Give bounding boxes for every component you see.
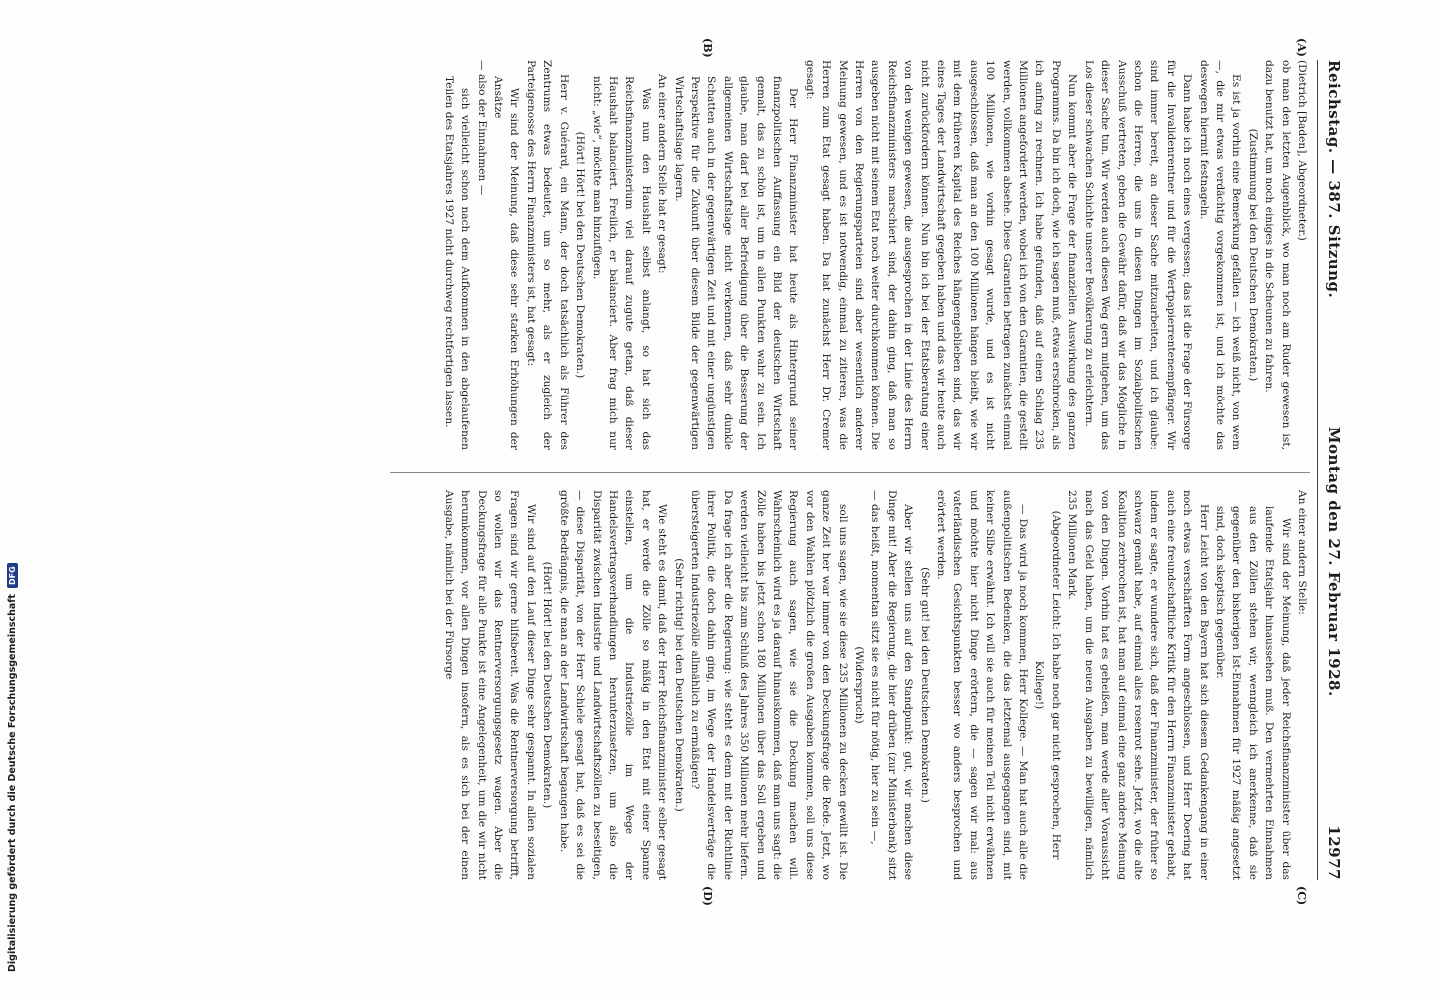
paragraph: Der Herr Finanzminister hat heute als Hintergrund seiner finanzpolitischen Auffassung ein Bild der deutschen Wirtschaft gemalt, das zu schön ist, um in allen Punkten wahr zu sein. Ich glaube, man darf bei aller Befriedigung über die Besserung der allgemeinen Wirtschaftslage nicht verkennen, daß sehr dunkle Schatten auch in der gegenwärtigen Zeit und mit einer ungünstigen Perspektive für die Zukunft über diesem Bilde der gegenwärtigen Wirtschaftslage lagern. bbox=[672, 76, 800, 450]
paragraph: (Sehr gut! bei den Deutschen Demokraten.) bbox=[918, 567, 931, 803]
margin-mark-d: (D) bbox=[701, 886, 714, 906]
paragraph: Wir sind der Meinung, daß jeder Reichsfinanzminister über das laufende Etatsjahr hinaussehen muß. Den vermehrten Einnahmen aus den Zöllen stehen wir, wenngleich ich anerkenne, daß sie gegenüber den bisherigen Ist-Einnahmen für 1927 mäßig angesetzt sind, doch skeptisch gegenüber. bbox=[1213, 506, 1292, 880]
paragraph: Wie steht es damit, daß der Herr Reichsfinanzminister selber gesagt hat, er werde die Zölle so mäßig in den Etat mit einer Spanne einstellen, um die Industriezölle im Wege der Handelsvertragsverhandlungen herunterzusetzen, um also die Disparität zwischen Industrie und Landwirtschaftszöllen zu beseitigen, — diese Disparität, von der Herr Schiele gesagt hat, daß es sei die größte Bedrängnis, die man an der Landwirtschaft begangen habe. bbox=[557, 490, 669, 880]
paragraph: (Sehr richtig! bei den Deutschen Demokraten.) bbox=[672, 558, 685, 812]
paragraph: Aber wir stellen uns auf den Standpunkt: gut, wir machen diese Dinge mit! Aber die Regierung, die hier drüben (zur Ministerbank) sitzt — das heißt, momentan sitzt sie es nicht für nötig, hier zu sein —, bbox=[869, 490, 915, 880]
dfg-logo: DFG bbox=[7, 563, 18, 588]
paragraph: (Hört! Hört! bei den Deutschen Demokraten.) bbox=[574, 131, 587, 379]
paragraph: (Zustimmung bei den Deutschen Demokraten.) bbox=[1246, 128, 1259, 382]
paragraph: Wir sind auf den Lauf dieser Dinge sehr gespannt. In allen sozialen Fragen sind wir gerne hilfsbereit. Was die Rentnerversorgung betrifft, so wollen wir das Rentnerversorgungsgesetz wagen. Aber die Deckungsfrage für alle Punkte ist eine Angelegenheit, um die wir nicht herumkommen, vor allen Dingen insofern, als es sich bei der einen Ausgabe, nämlich bei der Fürsorge bbox=[442, 490, 537, 880]
text-column-right bbox=[440, 490, 1310, 880]
paragraph: Was nun den Haushalt selbst anlangt, so hat sich das Reichsfinanzministerium viel darauf zugute getan, daß dieser Haushalt balanciert. Freilich, er balanciert. Aber frag mich nur nicht: „wie“, möchte man hinzufügen. bbox=[590, 76, 652, 450]
header-left: Reichstag. — 387. Sitzung. bbox=[1325, 60, 1343, 299]
paragraph: sich vielleicht schon nach dem Aufkommen in den abgelaufenen Teilen des Etatsjahres 1927 nicht durchweg rechtfertigen lassen. bbox=[442, 76, 472, 450]
margin-mark-a: (A) bbox=[1295, 38, 1308, 57]
header-rule bbox=[1317, 60, 1318, 880]
page-number: 12977 bbox=[1325, 825, 1343, 880]
paragraph: (Widerspruch) bbox=[853, 646, 866, 724]
paragraph: ob man den letzten Augenblick, wo man noch am Ruder gewesen ist, dazu benutzt hat, um noch einiges in die Scheunen zu fahren. bbox=[1263, 60, 1292, 450]
footer-text: Digitalisierung gefördert durch die Deutsche Forschungsgemeinschaft bbox=[6, 594, 18, 972]
margin-mark-c: (C) bbox=[1295, 886, 1308, 906]
paragraph: An einer andern Stelle: bbox=[1296, 490, 1308, 615]
paragraph: Dann habe ich noch eines vergessen; das ist die Frage der Fürsorge für die Invalidenrentner und für die Wertpapierrentenempfänger. Wir sind immer bereit, an dieser Sache mitzuarbeiten, und ich glaube: schon die Herren, die uns in diesen Dingen im Sozialpolitischen Ausschuß vertreten, geben die Gewähr dafür, daß wir das Mögliche in dieser Sache tun. Wir werden auch diesen Weg gern mitgehen, um das Los dieser schwachen Schichte unserer Bevölkerung zu erleichtern. bbox=[1082, 60, 1194, 450]
paragraph: (Abgeordneter Leicht: Ich habe noch gar nicht gesprochen, Herr Kollege!) bbox=[1033, 510, 1062, 860]
paragraph: Herr v. Guérard, ein Mann, der doch tatsächlich als Führer des Zentrums etwas bedeutet, um so mehr, als er zugleich der Parteigenosse des Herrn Finanzministers ist, hat gesagt: bbox=[524, 60, 570, 450]
paragraph: Es ist ja vorhin eine Bemerkung gefallen — ich weiß nicht, von wem —, die mir etwas verdächtig vorgekommen ist, und ich möchte das deswegen hiermit festnageln. bbox=[1197, 60, 1243, 450]
column-divider bbox=[390, 472, 1310, 473]
paragraph: — also der Einnahmen — bbox=[475, 60, 488, 196]
margin-mark-b: (B) bbox=[701, 38, 714, 58]
page-header bbox=[1322, 60, 1346, 880]
paragraph: Nun kommt aber die Frage der finanziellen Auswirkung des ganzen Programms. Da bin ich doch, wie ich sagen muß, etwas erschrocken, als ich anfing zu rechnen. Ich habe gefunden, daß auf einen Schlag 235 Millionen angefordert werden, wobei ich von den Garantien, die gestellt werden, vollkommen absehe. Diese Garantien betragen zunächst einmal 100 Millionen, wie vorhin gesagt wurde, und es ist nicht ausgeschlossen, daß man an den 100 Millionen hängen bleibt, wie wir mit dem früheren Kapital des Reiches hängengeblieben sind, das wir eines Tages der Landwirtschaft gegeben haben und das wir heute auch nicht zurückfordern können. Nun bin ich bei der Etatsberatung einer von den wenigen gewesen, die ausgesprochen in der Linie des Herrn Reichsfinanzministers marschiert sind, der dahin ging, daß man so ausgeben nicht mit seinem Etat noch weiter durchkommen können. Die Herren von den Regierungsparteien sind aber wesentlich anderer Meinung gewesen, und es ist notwendig, einmal zu zitieren, was die Herren zum Etat gesagt haben. Da hat zunächst Herr Dr. Cremer gesagt: bbox=[803, 60, 1079, 450]
digitization-footer bbox=[0, 0, 24, 1000]
paragraph: soll uns sagen, wie sie diese 235 Millionen zu decken gewillt ist. Die ganze Zeit her war immer von den Deckungsfrage die Rede. Jetzt, wo vor den Wahlen plötzlich die großen Ausgaben kommen, soll uns diese Regierung auch sagen, wie sie die Deckung machen will. Wahrscheinlich wird es ja darauf hinauskommen, daß man uns sagt: die Zölle haben bis jetzt schon 180 Millionen über das Soll ergeben und werden vielleicht bis zum Schluß des Jahres 350 Millionen mehr liefern. Da frage ich aber die Regierung: wie steht es denn mit der Richtlinie ihrer Politik, die doch dahin ging, im Wege der Handelsverträge die übersteigerten Industriezölle allmählich zu ermäßigen? bbox=[688, 490, 849, 880]
paragraph: (Hört! Hört! bei den Deutschen Demokraten.) bbox=[541, 561, 554, 809]
header-center: Montag den 27. Februar 1928. bbox=[1325, 426, 1343, 697]
paragraph: Wir sind der Meinung, daß diese sehr starken Erhöhungen der Ansätze bbox=[492, 76, 521, 450]
text-column-left bbox=[440, 60, 1310, 450]
paragraph: (Dietrich [Baden], Abgeordneter.) bbox=[1296, 60, 1308, 241]
paragraph: An einer andern Stelle hat er gesagt: bbox=[656, 74, 669, 274]
paragraph: — Das wird ja noch kommen, Herr Kollege. — Man hat auch alle die außenpolitischen Bedenken, die das letztemal ausgegangen sind, mit keiner Silbe erwähnt. Ich will sie auch für meinen Teil nicht erwähnen und möchte hier nicht Dinge erörtern, die — sagen wir mal: aus vaterländischen Gesichtspunkten besser wo anders besprochen und erörtert werden. bbox=[935, 490, 1030, 880]
paragraph: Herr Leicht von den Bayern hat sich diesem Gedankengang in einer noch etwas verschärften Form angeschlossen, und Herr Doering hat auch eine freundschaftliche Kritik für den Herrn Finanzminister gehabt, indem er sagte, er wundere sich, daß der Finanzminister, der früher so schwarz gemalt habe, auf einmal alles rosenrot sehe. Jetzt, wo die alte Koalition zerbrochen ist, hat man auf einmal eine ganz andere Meinung von den Dingen. Vorhin hat es geheißen, man werde aller Voraussicht nach das Geld haben, um die neuen Ausgaben zu bewilligen, nämlich 235 Millionen Mark. bbox=[1066, 490, 1210, 880]
